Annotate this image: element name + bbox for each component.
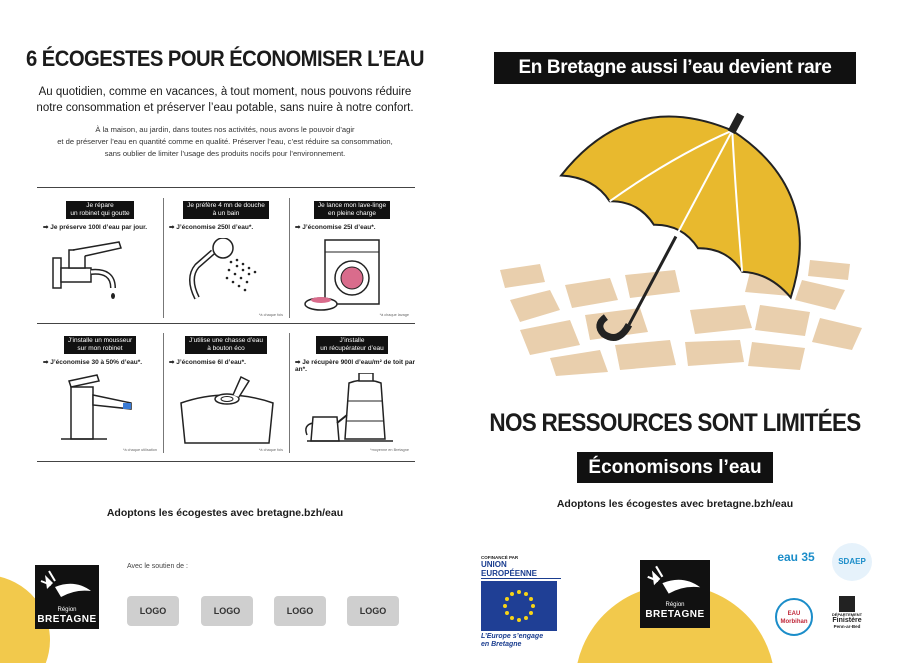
- ecogeste-saving: ➡ Je récupère 900l d’eau/m² de toit par an*.: [295, 359, 415, 373]
- eau-morbihan-logo: EAU Morbihan: [775, 598, 813, 636]
- logo-text: BRETAGNE: [645, 609, 705, 620]
- ecogeste-saving: ➡ J’économise 250l d’eau*.: [169, 224, 254, 231]
- bird-icon: [35, 565, 99, 605]
- eu-text: L’Europe s’engage en Bretagne: [481, 633, 544, 648]
- umbrella-illustration: [490, 100, 870, 380]
- footnote: *à chaque lavage: [379, 313, 409, 317]
- eu-text: COFINANCÉ PAR: [481, 555, 519, 560]
- body-line: et de préserver l’eau en quantité comme en qualité. Préserver l’eau, c’est réduire sa consommation,: [57, 137, 393, 146]
- intro-line: notre consommation et préserver l’eau potable, sans nuire à notre confort.: [36, 102, 414, 114]
- partner-logo-placeholder: LOGO: [201, 596, 253, 626]
- body-line: sans oublier de limiter l’usage des produits nocifs pour l’environnement.: [104, 149, 346, 158]
- eu-flag-icon: [481, 581, 557, 631]
- shower-icon: [177, 238, 277, 308]
- toilet-flush-icon: [177, 373, 277, 448]
- region-bretagne-logo: [35, 565, 99, 629]
- bird-icon: [640, 560, 710, 602]
- right-panel: [450, 0, 899, 663]
- ecogeste-card: [37, 188, 163, 323]
- logo-text: Région: [665, 602, 685, 608]
- tap-icon: [51, 238, 141, 308]
- finistere-logo: DÉPARTEMENT Finistère Penn-ar-Bed: [830, 596, 864, 640]
- ecogeste-tag: J’installe un mousseur sur mon robinet: [64, 336, 136, 354]
- partner-logo-placeholder: LOGO: [274, 596, 326, 626]
- ecogeste-tag: Je répare un robinet qui goutte: [66, 201, 133, 219]
- ecogeste-card: [37, 323, 163, 458]
- finistere-crest-icon: [839, 596, 855, 612]
- intro-line: Au quotidien, comme en vacances, à tout moment, nous pouvons réduire: [38, 86, 412, 98]
- ecogeste-tag: J’installe un récupérateur d’eau: [316, 336, 388, 354]
- rain-barrel-icon: [303, 373, 403, 448]
- ecogeste-saving: ➡ Je préserve 100l d’eau par jour.: [43, 224, 148, 231]
- top-banner: En Bretagne aussi l’eau devient rare: [494, 52, 856, 84]
- ecogeste-tag: Je lance mon lave-linge en pleine charge: [314, 201, 390, 219]
- partner-logo-placeholder: LOGO: [127, 596, 179, 626]
- ecogeste-card: [289, 188, 415, 323]
- sdaep-logo: SDAEP: [832, 543, 872, 581]
- support-label: Avec le soutien de :: [127, 563, 188, 570]
- ecogeste-card: [163, 323, 289, 458]
- logo-text: BRETAGNE: [37, 614, 97, 625]
- cracked-earth: [500, 260, 862, 376]
- ecogeste-saving: ➡ J’économise 30 à 50% d’eau*.: [43, 359, 143, 366]
- page-title: 6 ÉCOGESTES POUR ÉCONOMISER L’EAU: [26, 46, 424, 71]
- ecogeste-tag: J’utilise une chasse d’eau à bouton éco: [185, 336, 267, 354]
- ecogestes-grid: [37, 187, 415, 462]
- partner-logo-placeholder: LOGO: [347, 596, 399, 626]
- ecogeste-card: [163, 188, 289, 323]
- ecogeste-saving: ➡ J’économise 25l d’eau*.: [295, 224, 376, 231]
- footnote: *à chaque fois: [258, 448, 283, 452]
- washing-machine-icon: [303, 238, 393, 313]
- intro-text: [30, 84, 420, 116]
- ecogeste-card: [289, 323, 415, 458]
- eu-text: UNION EUROPÉENNE: [481, 560, 561, 579]
- body-text: [40, 124, 410, 160]
- economisons-banner: Économisons l’eau: [577, 452, 773, 483]
- footnote: *moyenne en Bretagne: [370, 448, 409, 452]
- adopt-link-text: Adoptons les écogestes avec bretagne.bzh/eau: [106, 507, 344, 519]
- logo-text: Région: [57, 607, 77, 613]
- ecogeste-saving: ➡ J’économise 6l d’eau*.: [169, 359, 246, 366]
- footnote: *à chaque utilisation: [123, 448, 157, 452]
- adopt-link-text: Adoptons les écogestes avec bretagne.bzh/eau: [556, 498, 794, 510]
- eau35-logo: eau 35: [777, 550, 815, 564]
- ecogeste-tag: Je préfère 4 mn de douche à un bain: [183, 201, 269, 219]
- headline: NOS RESSOURCES SONT LIMITÉES: [489, 409, 861, 437]
- footnote: *à chaque fois: [258, 313, 283, 317]
- body-line: À la maison, au jardin, dans toutes nos activités, nous avons le pouvoir d’agir: [95, 125, 355, 134]
- faucet-aerator-icon: [51, 373, 141, 448]
- region-bretagne-logo: [640, 560, 710, 628]
- eu-cofinance-logo: [481, 555, 561, 655]
